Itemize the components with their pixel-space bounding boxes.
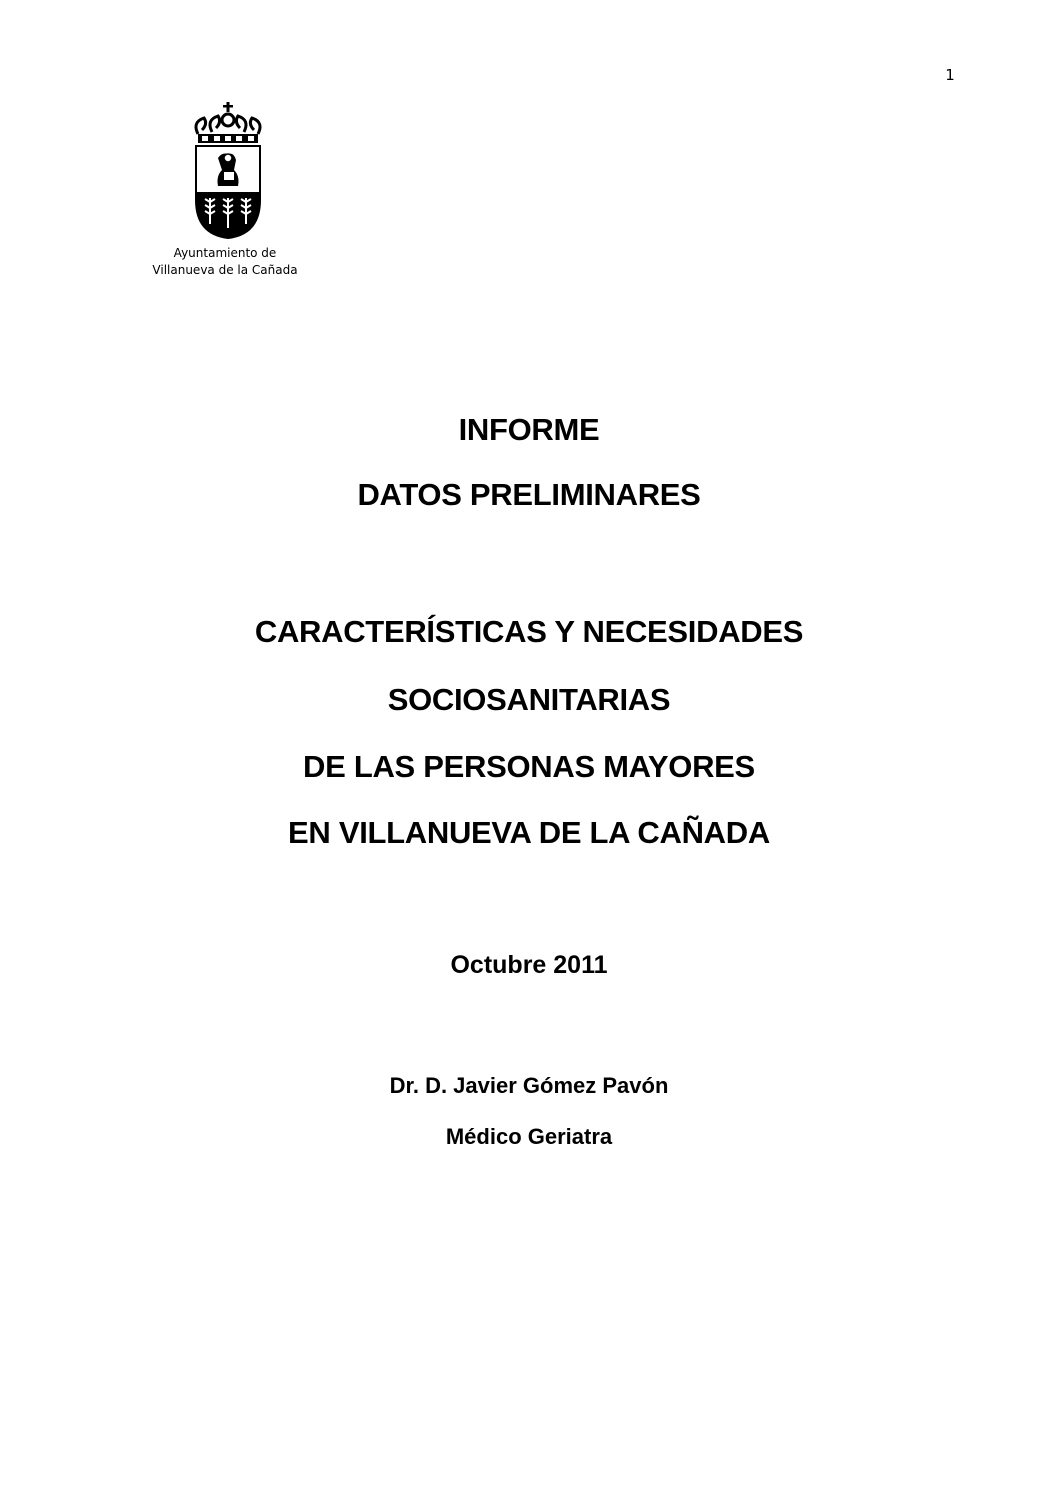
report-title-line-3: DE LAS PERSONAS MAYORES [303,749,755,784]
report-subheading: DATOS PRELIMINARES [357,477,701,512]
report-heading: INFORME [458,412,600,447]
page-number: 1 [945,66,955,84]
report-author: Dr. D. Javier Gómez Pavón [389,1073,669,1098]
organization-name-line2: Villanueva de la Cañada [152,263,298,277]
organization-name-line1: Ayuntamiento de [173,246,277,260]
report-title-line-2: SOCIOSANITARIAS [387,682,671,717]
report-author-role: Médico Geriatra [445,1124,613,1149]
report-title-line-1: CARACTERÍSTICAS Y NECESIDADES [254,614,804,649]
report-date: Octubre 2011 [450,951,608,979]
coat-of-arms-icon [188,100,268,240]
report-title-line-4: EN VILLANUEVA DE LA CAÑADA [288,815,770,850]
